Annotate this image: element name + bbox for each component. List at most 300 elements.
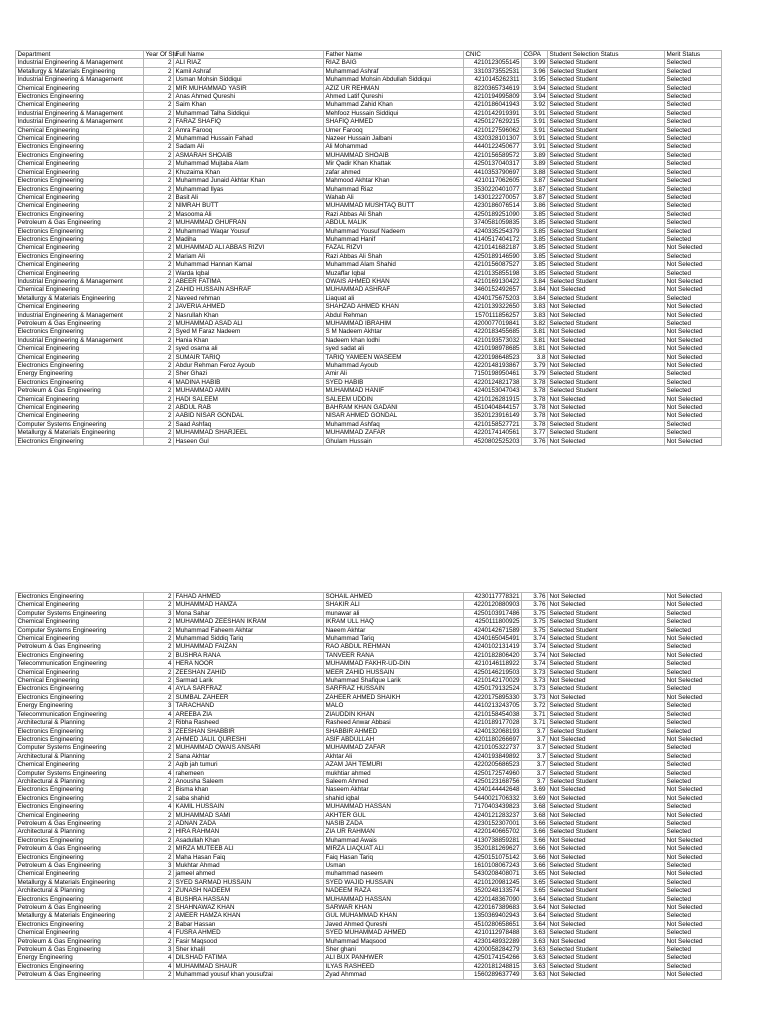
department-cell: Electronics Engineering [16,227,144,235]
merit-status-cell: Not Selected [665,836,722,844]
selection-status-cell: Not Selected [548,353,665,361]
cgpa-cell: 3.86 [522,202,548,210]
department-cell: Chemical Engineering [16,412,144,420]
cnic-cell: 4220167389683 [464,904,522,912]
merit-status-cell: Selected [665,702,722,710]
table-row [16,735,722,743]
year-cell: 2 [144,219,174,227]
father-name-cell: OWAIS AHMED KHAN [324,277,464,285]
father-name-cell: SYED WAJID HUSSAIN [324,878,464,886]
cgpa-cell: 3.85 [522,244,548,252]
selection-status-cell: Selected Student [548,954,665,962]
cgpa-cell: 3.84 [522,277,548,285]
year-cell: 2 [144,395,174,403]
year-cell: 2 [144,618,174,626]
cgpa-cell: 3.69 [522,786,548,794]
father-name-cell: Razi Abbas Ali Shah [324,210,464,218]
department-cell: Electronics Engineering [16,177,144,185]
selection-status-cell: Not Selected [548,971,665,979]
cgpa-cell: 3.99 [522,59,548,67]
cnic-cell: 4210145262311 [464,76,522,84]
header-year-of-study: Year Of Stu [145,51,178,58]
merit-status-cell: Selected [665,168,722,176]
table-row [16,277,722,285]
year-cell: 4 [144,660,174,668]
year-cell: 2 [144,118,174,126]
header-department: Department [16,51,144,59]
table-row [16,719,722,727]
department-cell: Telecommunication Engineering [16,710,144,718]
table-body-page-2 [16,593,722,980]
table-row [16,685,722,693]
merit-status-cell: Not Selected [665,311,722,319]
father-name-cell: MEER ZAHID HUSSAIN [324,668,464,676]
cnic-cell: 4240132068193 [464,727,522,735]
father-name-cell: Muhammad Mohsin Abdullah Siddiqui [324,76,464,84]
cgpa-cell: 3.92 [522,101,548,109]
merit-status-cell: Selected [665,626,722,634]
father-name-cell: SHAKIR ALI [324,601,464,609]
department-cell: Electronics Engineering [16,836,144,844]
table-row [16,420,722,428]
year-cell: 4 [144,895,174,903]
table-row [16,601,722,609]
full-name-cell: AHMED JALIL QURESHI [174,735,324,743]
merit-status-cell: Selected [665,193,722,201]
table-row [16,971,722,979]
year-cell: 2 [144,593,174,601]
full-name-cell: Mukhtar Ahmad [174,862,324,870]
cgpa-cell: 3.87 [522,193,548,201]
father-name-cell: Ghulam Hussain [324,437,464,445]
department-cell: Metallurgy & Materials Engineering [16,429,144,437]
father-name-cell: RIAZ BAIG [324,59,464,67]
department-cell: Petroleum & Gas Engineering [16,937,144,945]
cnic-cell: 4220175895330 [464,693,522,701]
father-name-cell: Abdul Rehman [324,311,464,319]
cnic-cell: 4210142170029 [464,677,522,685]
selection-status-cell: Selected Student [548,202,665,210]
full-name-cell: ABDUL RAB [174,404,324,412]
department-cell: Petroleum & Gas Engineering [16,946,144,954]
selection-status-cell: Selected Student [548,67,665,75]
cgpa-cell: 3.83 [522,303,548,311]
cgpa-cell: 3.71 [522,719,548,727]
cnic-cell: 4250103917486 [464,609,522,617]
cgpa-cell: 3.64 [522,904,548,912]
cgpa-cell: 3.85 [522,269,548,277]
full-name-cell: Masooma Ali [174,210,324,218]
father-name-cell: MUHAMMAD IBRAHIM [324,320,464,328]
merit-status-cell: Not Selected [665,286,722,294]
merit-status-cell: Not Selected [665,853,722,861]
selection-status-cell: Selected Student [548,101,665,109]
department-cell: Industrial Engineering & Management [16,118,144,126]
cgpa-cell: 3.7 [522,761,548,769]
department-cell: Electronics Engineering [16,252,144,260]
table-row [16,609,722,617]
department-cell: Industrial Engineering & Management [16,109,144,117]
cnic-cell: 4220198648523 [464,353,522,361]
year-cell: 2 [144,277,174,285]
cgpa-cell: 3.74 [522,643,548,651]
cgpa-cell: 3.63 [522,954,548,962]
cnic-cell: 4220148193867 [464,362,522,370]
merit-status-cell: Selected [665,668,722,676]
table-row [16,76,722,84]
merit-status-cell: Selected [665,177,722,185]
cgpa-cell: 3.69 [522,794,548,802]
cgpa-cell: 3.79 [522,370,548,378]
father-name-cell: Ahmed Latif Qureshi [324,93,464,101]
department-cell: Telecommunication Engineering [16,660,144,668]
cgpa-cell: 3.63 [522,946,548,954]
father-name-cell: Amir Ali [324,370,464,378]
cgpa-cell: 3.73 [522,668,548,676]
selection-status-cell: Selected Student [548,420,665,428]
department-cell: Metallurgy & Materials Engineering [16,912,144,920]
selection-status-cell: Selected Student [548,269,665,277]
full-name-cell: ALI RIAZ [174,59,324,67]
table-row [16,311,722,319]
full-name-cell: MADINA HABIB [174,378,324,386]
table-row [16,362,722,370]
table-row [16,395,722,403]
father-name-cell: BAHRAM KHAN GADANI [324,404,464,412]
cnic-cell: 4250174154266 [464,954,522,962]
year-cell: 2 [144,752,174,760]
father-name-cell: Liaquat ali [324,294,464,302]
cnic-cell: 4240102131419 [464,643,522,651]
full-name-cell: Muhammad Faheem Akhtar [174,626,324,634]
selection-status-cell: Selected Student [548,618,665,626]
year-cell: 2 [144,345,174,353]
table-row [16,904,722,912]
year-cell: 2 [144,143,174,151]
year-cell: 2 [144,387,174,395]
cgpa-cell: 3.63 [522,937,548,945]
full-name-cell: Anousha Saleem [174,777,324,785]
selection-status-cell: Not Selected [548,920,665,928]
department-cell: Chemical Engineering [16,101,144,109]
year-cell: 2 [144,912,174,920]
merit-status-cell: Not Selected [665,635,722,643]
selection-status-cell: Selected Student [548,752,665,760]
cgpa-cell: 3.85 [522,219,548,227]
cnic-cell: 4220148367090 [464,895,522,903]
full-name-cell: JAVERIA AHMED [174,303,324,311]
table-row [16,168,722,176]
cgpa-cell: 3.66 [522,862,548,870]
cnic-cell: 4210158454038 [464,710,522,718]
full-name-cell: Sher khalil [174,946,324,954]
year-cell: 2 [144,828,174,836]
full-name-cell: MIR MUHAMMAD YASIR [174,84,324,92]
year-cell: 4 [144,929,174,937]
table-row [16,752,722,760]
cgpa-cell: 3.68 [522,811,548,819]
father-name-cell: RAO ABDUL REHMAN [324,643,464,651]
father-name-cell: AZAM JAH TEMURI [324,761,464,769]
year-cell: 2 [144,168,174,176]
full-name-cell: Madiha [174,235,324,243]
department-cell: Metallurgy & Materials Engineering [16,67,144,75]
department-cell: Industrial Engineering & Management [16,277,144,285]
year-cell: 2 [144,294,174,302]
department-cell: Electronics Engineering [16,853,144,861]
cgpa-cell: 3.87 [522,177,548,185]
table-row [16,895,722,903]
father-name-cell: Mehfooz Hussain Siddiqui [324,109,464,117]
table-row [16,946,722,954]
department-cell: Petroleum & Gas Engineering [16,862,144,870]
year-cell: 2 [144,971,174,979]
merit-status-cell: Selected [665,59,722,67]
merit-status-cell: Not Selected [665,395,722,403]
year-cell: 4 [144,710,174,718]
cgpa-cell: 3.96 [522,67,548,75]
cnic-cell: 1560289637749 [464,971,522,979]
department-cell: Petroleum & Gas Engineering [16,387,144,395]
selection-status-cell: Not Selected [548,601,665,609]
cnic-cell: 4201180266697 [464,735,522,743]
cnic-cell: 4240121283237 [464,811,522,819]
selection-status-cell: Not Selected [548,735,665,743]
father-name-cell: ABDUL MALIK [324,219,464,227]
full-name-cell: Hania Khan [174,336,324,344]
department-cell: Chemical Engineering [16,160,144,168]
selection-status-cell: Not Selected [548,593,665,601]
cnic-cell: 4200058284279 [464,946,522,954]
cnic-cell: 4220181248815 [464,962,522,970]
cnic-cell: 4250151075142 [464,853,522,861]
father-name-cell: Nazeer Hussain Jalbani [324,135,464,143]
full-name-cell: MUHAMMAD SAMI [174,811,324,819]
merit-status-cell: Selected [665,618,722,626]
father-name-cell: Muzaffar Iqbal [324,269,464,277]
cgpa-cell: 3.89 [522,151,548,159]
merit-status-cell: Selected [665,803,722,811]
department-cell: Electronics Engineering [16,151,144,159]
selection-status-cell: Not Selected [548,794,665,802]
department-cell: Architectural & Planning [16,887,144,895]
cgpa-cell: 3.74 [522,660,548,668]
merit-status-cell: Not Selected [665,261,722,269]
father-name-cell: Muhammad Hanif [324,235,464,243]
selection-status-cell: Not Selected [548,412,665,420]
merit-status-cell: Selected [665,235,722,243]
department-cell: Electronics Engineering [16,962,144,970]
table-row [16,912,722,920]
selection-status-cell: Selected Student [548,294,665,302]
full-name-cell: SUMAIR TARIQ [174,353,324,361]
cgpa-cell: 3.78 [522,420,548,428]
department-cell: Chemical Engineering [16,677,144,685]
cgpa-cell: 3.71 [522,710,548,718]
cnic-cell: 3520248133574 [464,887,522,895]
full-name-cell: FUSRA AHMED [174,929,324,937]
table-row [16,870,722,878]
cgpa-cell: 3.7 [522,752,548,760]
full-name-cell: Amra Farooq [174,126,324,134]
cgpa-cell: 3.76 [522,593,548,601]
full-name-cell: Haseen Gul [174,437,324,445]
table-row [16,219,722,227]
table-row [16,126,722,134]
merit-status-cell: Not Selected [665,904,722,912]
merit-status-cell: Selected [665,252,722,260]
full-name-cell: Aqib jah tumuri [174,761,324,769]
full-name-cell: SHAHNAWAZ KHAN [174,904,324,912]
full-name-cell: Asadullah Khan [174,836,324,844]
year-cell: 2 [144,370,174,378]
father-name-cell: MUHAMMAD HASSAN [324,803,464,811]
year-cell: 2 [144,311,174,319]
year-cell: 2 [144,101,174,109]
table-row [16,320,722,328]
cgpa-cell: 3.64 [522,912,548,920]
cgpa-cell: 3.75 [522,609,548,617]
cgpa-cell: 3.91 [522,126,548,134]
father-name-cell: SHAHZAD AHMED KHAN [324,303,464,311]
full-name-cell: Abdur Rehman Feroz Ayoub [174,362,324,370]
cgpa-cell: 3.73 [522,693,548,701]
year-cell: 2 [144,878,174,886]
merit-status-cell: Not Selected [665,937,722,945]
table-row [16,143,722,151]
merit-status-cell: Selected [665,101,722,109]
cgpa-cell: 3.8 [522,353,548,361]
cgpa-cell: 3.65 [522,878,548,886]
department-cell: Petroleum & Gas Engineering [16,219,144,227]
year-cell: 2 [144,777,174,785]
full-name-cell: MUHAMMAD HAMZA [174,601,324,609]
full-name-cell: rahemeen [174,769,324,777]
merit-status-cell: Not Selected [665,353,722,361]
selection-status-cell: Selected Student [548,126,665,134]
cnic-cell: 4250189146590 [464,252,522,260]
full-name-cell: Sarmad Larik [174,677,324,685]
merit-status-cell: Selected [665,219,722,227]
father-name-cell: MUHAMMAD SHOAIB [324,151,464,159]
father-name-cell: SYED HABIB [324,378,464,386]
father-name-cell: zafar ahmed [324,168,464,176]
selection-status-cell: Selected Student [548,252,665,260]
father-name-cell: Muhammad Riaz [324,185,464,193]
cgpa-cell: 3.84 [522,286,548,294]
merit-status-cell: Selected [665,862,722,870]
cgpa-cell: 3.66 [522,853,548,861]
selection-status-cell: Selected Student [548,168,665,176]
department-cell: Chemical Engineering [16,286,144,294]
cnic-cell: 4220174140561 [464,429,522,437]
students-table-page-2 [15,592,722,980]
selection-status-cell: Not Selected [548,904,665,912]
full-name-cell: ADNAN ZADA [174,819,324,827]
selection-status-cell: Selected Student [548,819,665,827]
father-name-cell: SOHAIL AHMED [324,593,464,601]
selection-status-cell: Selected Student [548,626,665,634]
father-name-cell: MUHAMMAD ASHRAF [324,286,464,294]
selection-status-cell: Selected Student [548,668,665,676]
merit-status-cell: Selected [665,143,722,151]
father-name-cell: Muhammad Zahid Khan [324,101,464,109]
department-cell: Electronics Engineering [16,328,144,336]
merit-status-cell: Selected [665,76,722,84]
father-name-cell: Razi Abbas Ali Shah [324,252,464,260]
full-name-cell: Basit Ali [174,193,324,201]
department-cell: Petroleum & Gas Engineering [16,320,144,328]
table-row [16,853,722,861]
full-name-cell: Muhammad Mujtaba Alam [174,160,324,168]
cgpa-cell: 3.64 [522,920,548,928]
merit-status-cell: Not Selected [665,303,722,311]
cgpa-cell: 3.7 [522,735,548,743]
table-row [16,59,722,67]
department-cell: Energy Engineering [16,954,144,962]
year-cell: 2 [144,836,174,844]
merit-status-cell: Selected [665,84,722,92]
department-cell: Chemical Engineering [16,618,144,626]
full-name-cell: Saad Ashfaq [174,420,324,428]
full-name-cell: Ribha Rasheed [174,719,324,727]
cgpa-cell: 3.66 [522,819,548,827]
department-cell: Chemical Engineering [16,303,144,311]
table-row [16,235,722,243]
table-row [16,727,722,735]
year-cell: 3 [144,862,174,870]
year-cell: 2 [144,744,174,752]
cnic-cell: 4210112978488 [464,929,522,937]
table-row [16,845,722,853]
cgpa-cell: 3.65 [522,870,548,878]
table-row [16,437,722,445]
father-name-cell: ALI BUX PANHWER [324,954,464,962]
year-cell: 2 [144,269,174,277]
table-row [16,151,722,159]
year-cell: 2 [144,904,174,912]
selection-status-cell: Selected Student [548,702,665,710]
year-cell: 2 [144,193,174,201]
merit-status-cell: Selected [665,660,722,668]
full-name-cell: NIMRAH BUTT [174,202,324,210]
father-name-cell: TARIQ YAMEEN WASEEM [324,353,464,361]
selection-status-cell: Not Selected [548,811,665,819]
year-cell: 2 [144,870,174,878]
year-cell: 2 [144,210,174,218]
selection-status-cell: Selected Student [548,685,665,693]
father-name-cell: Faiq Hasan Tariq [324,853,464,861]
department-cell: Computer Systems Engineering [16,626,144,634]
father-name-cell: Muhammad Shafique Larik [324,677,464,685]
table-row [16,862,722,870]
full-name-cell: TARACHAND [174,702,324,710]
year-cell: 2 [144,109,174,117]
full-name-cell: MUHAMMAD FAIZAN [174,643,324,651]
cgpa-cell: 3.85 [522,261,548,269]
cgpa-cell: 3.78 [522,387,548,395]
department-cell: Industrial Engineering & Management [16,311,144,319]
full-name-cell: Khuzaima Khan [174,168,324,176]
department-cell: Petroleum & Gas Engineering [16,819,144,827]
year-cell: 2 [144,67,174,75]
full-name-cell: Sana Akhtar [174,752,324,760]
merit-status-cell: Not Selected [665,593,722,601]
table-row [16,404,722,412]
full-name-cell: DILSHAD FATIMA [174,954,324,962]
cgpa-cell: 3.85 [522,227,548,235]
cgpa-cell: 3.65 [522,887,548,895]
